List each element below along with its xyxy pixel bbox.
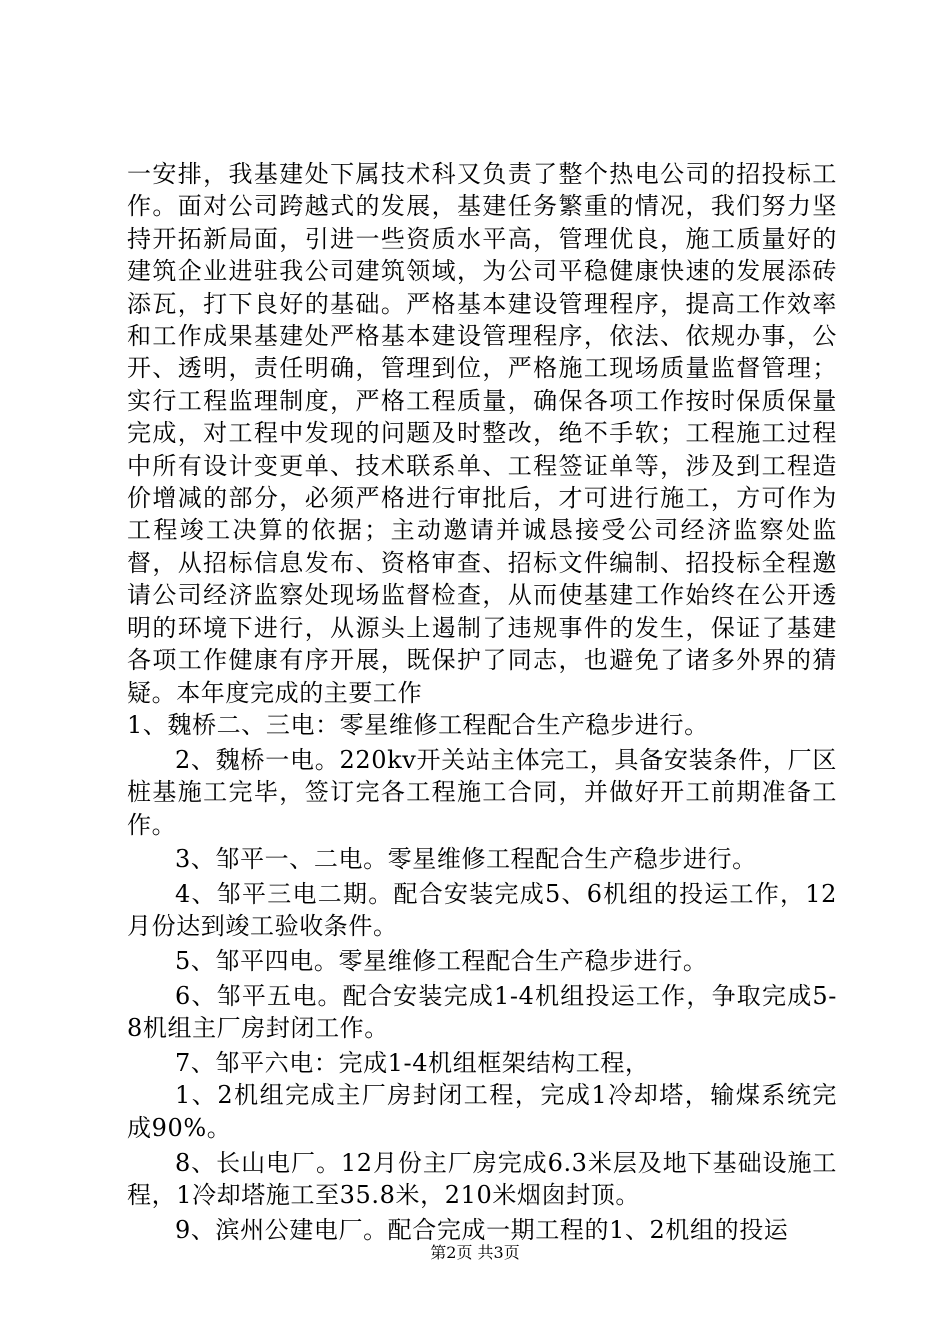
document-body [127,158,837,1246]
paragraph-item-4: 4、邹平三电二期。配合安装完成5、6机组的投运工作，12月份达到竣工验收条件。 [127,879,837,941]
paragraph-item-1: 1、魏桥二、三电：零星维修工程配合生产稳步进行。 [127,710,709,739]
paragraph-item-9: 9、滨州公建电厂。配合完成一期工程的1、2机组的投运 [175,1215,789,1244]
page-footer [0,1243,950,1263]
paragraph-item-5: 5、邹平四电。零星维修工程配合生产稳步进行。 [175,947,708,976]
paragraph-item-7: 7、邹平六电：完成1-4机组框架结构工程， [175,1048,650,1077]
paragraph-item-7-continued: 1、2机组完成主厂房封闭工程，完成1冷却塔，输煤系统完成90%。 [127,1081,837,1143]
paragraph-item-8: 8、长山电厂。12月份主厂房完成6.3米层及地下基础设施工程，1冷却塔施工至35.8米，210米烟囱封顶。 [127,1148,837,1210]
page-number-label: 第2页 共3页 [430,1243,520,1262]
paragraph-main: 一安排，我基建处下属技术科又负责了整个热电公司的招投标工作。面对公司跨越式的发展，基建任务繁重的情况，我们努力坚持开拓新局面，引进一些资质水平高，管理优良，施工质量好的建筑企业进驻我公司建筑领域，为公司平稳健康快速的发展添砖添瓦，打下良好的基础。严格基本建设管理程序，提高工作效率和工作成果基建处严格基本建设管理程序，依法、依规办事，公开、透明，责任明确，管理到位，严格施工现场质量监督管理；实行工程监理制度，严格工程质量，确保各项工作按时保质保量完成，对工程中发现的问题及时整改，绝不手软；工程施工过程中所有设计变更单、技术联系单、工程签证单等，涉及到工程造价增减的部分，必须严格进行审批后，才可进行施工，方可作为工程竣工决算的依据；主动邀请并诚恳接受公司经济监察处监督，从招标信息发布、资格审查、招标文件编制、招投标全程邀请公司经济监察处现场监督检查，从而使基建工作始终在公开透明的环境下进行，从源头上遏制了违规事件的发生，保证了基建各项工作健康有序开展，既保护了同志，也避免了诸多外界的猜疑。本年度完成的主要工作 [127,160,837,707]
paragraph-item-6: 6、邹平五电。配合安装完成1-4机组投运工作，争取完成5-8机组主厂房封闭工作。 [127,981,837,1043]
paragraph-item-3: 3、邹平一、二电。零星维修工程配合生产稳步进行。 [175,845,757,874]
paragraph-item-2: 2、魏桥一电。220kv开关站主体完工，具备安装条件，厂区桩基施工完毕，签订完各工程施工合同，并做好开工前期准备工作。 [127,745,837,839]
